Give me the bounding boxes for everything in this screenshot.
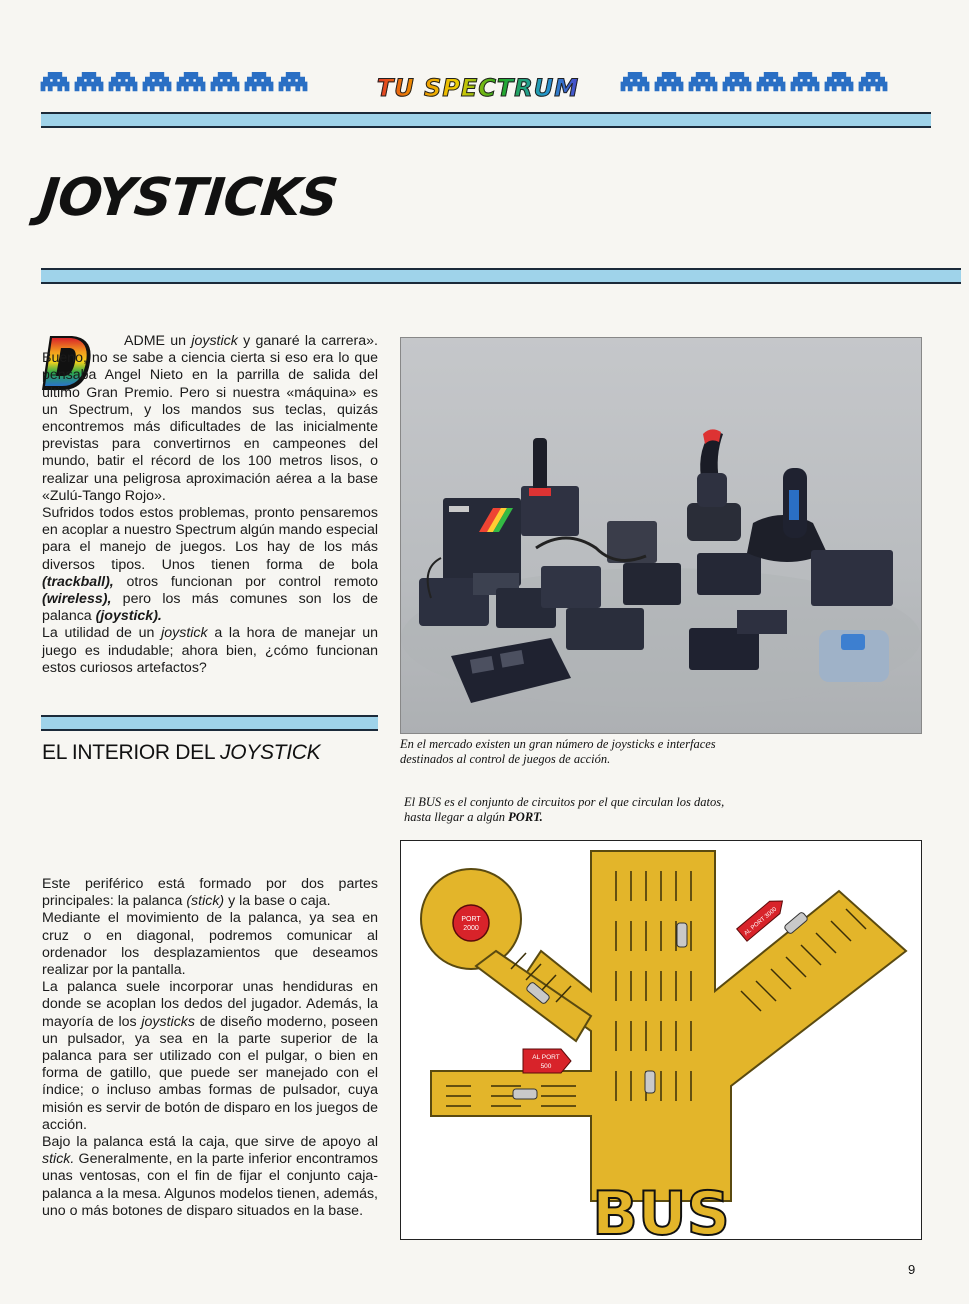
space-invader-icon [722,72,752,96]
text-span: La utilidad de un [42,625,162,642]
joysticks-photo [400,337,922,734]
space-invader-icon [142,72,172,96]
text-span-italic: joystick [191,333,238,349]
space-invader-icon [654,72,684,96]
space-invader-icon [210,72,240,96]
text-span-bold-italic: (joystick). [95,608,162,625]
section-rule [41,715,378,731]
bus-caption [404,795,740,825]
text-span: Este periférico está formado por dos partes principales: la palanca [42,876,378,910]
header-invaders-right [620,72,888,96]
bus-diagram-drawing [401,841,921,1239]
space-invader-icon [756,72,786,96]
bus-label: BUS [592,1179,730,1239]
text-span: El BUS es el conjunto de circuitos por el que circulan los datos, hasta llegar a algún [404,795,725,824]
body-paragraph-2: Mediante el movimiento de la palanca, ya sea en cruz o en diagonal, podremos comunicar al ordenador los desplazamientos que deseamos realizar por la pantalla. [42,910,378,979]
show-through-text [403,162,943,179]
sign-port-500-label: AL PORT [532,1054,560,1061]
section-heading [42,741,320,765]
header-title: TU SPECTRUM [367,74,589,102]
space-invader-icon [824,72,854,96]
intro-paragraph-2 [42,505,378,625]
space-invader-icon [858,72,888,96]
text-span-bold: PORT. [508,810,543,824]
space-invader-icon [688,72,718,96]
text-span: de diseño moderno, poseen un pulsador, ya sea en la parte superior de la palanca para ser utilizado con el pulgar, o bien en forma de gatillo, que puede ser manejado con el índice; o incluso ambas formas de pulsador, cuya misión es servir de botón de disparo en los juegos de acción. [42,1013,378,1133]
intro-paragraph-1 [42,333,378,505]
text-span: Sufridos todos estos problemas, pronto pensaremos en acoplar a nuestro Spectrum algún mando especial para el manejo de juegos. Los hay de los más diversos tipos. Unos tienen forma de bola [42,505,378,573]
body-paragraph-4 [42,1134,378,1220]
bus-diagram [400,840,922,1240]
page-number: 9 [908,1262,916,1277]
text-span: otros funcionan por control remoto [113,573,378,590]
text-span-italic: joystick [161,625,208,642]
section-heading-text: EL INTERIOR DEL [42,741,221,764]
space-invader-icon [620,72,650,96]
space-invader-icon [278,72,308,96]
intro-paragraph-3 [42,625,378,677]
space-invader-icon [244,72,274,96]
port-2000-value: 2000 [463,925,479,932]
sign-port-3000-text: AL PORT 3000 [743,906,779,938]
space-invader-icon [108,72,138,96]
body-paragraph-1 [42,876,378,910]
text-span: pero los más comunes son los de palanca [42,591,378,625]
text-span: a la hora de manejar un juego es indudable; ahora bien, ¿cómo funcionan estos curiosos artefactos? [42,625,378,676]
body-paragraph-3 [42,979,378,1134]
photo-caption: En el mercado existen un gran número de joysticks e interfaces destinados al control de juegos de acción. [400,737,716,766]
text-span-italic: (stick) [186,893,225,910]
text-span-bold-italic: (wireless), [42,591,112,608]
text-span: Bajo la palanca está la caja, que sirve de apoyo al [42,1134,378,1151]
header-invaders-left [40,72,308,96]
intro-text [42,333,378,677]
title-rule [41,268,961,284]
text-span: y ganaré la carrera». Bueno, no se sabe a ciencia cierta si eso era lo que pensaba Angel Nieto en la parrilla de salida del último Gran Premio. Pero si nuestra «máquina» es un Spectrum, y los mandos sus teclas, quizás encontremos más dificultades de las inicialmente previstas para convertirnos en campeones del mundo, batir el récord de los 100 metros lisos, o realizar una peligrosa aproximación aérea a la base «Zulú-Tango Rojo». [42,333,378,504]
text-span-italic: stick. [42,1151,75,1168]
joysticks-photo-drawing [401,338,921,733]
sign-port-500 [523,1049,571,1073]
sign-port-500-value: 500 [540,1063,552,1070]
text-span: La palanca suele incorporar unas hendiduras en donde se acoplan los dedos del jugador. Además, la mayoría de los [42,979,378,1030]
sign-port-3000 [737,895,788,941]
text-span: y la base o caja. [224,893,331,910]
svg-text:D: D [40,332,41,333]
text-span: Generalmente, en la parte inferior encontramos unas ventosas, con el fin de fijar el conjunto caja-palanca a la mesa. Algunos modelos tienen, además, uno o más botones de disparo situados en la base. [42,1151,378,1219]
space-invader-icon [40,72,70,96]
port-2000-marker [453,905,489,941]
section-heading-italic: JOYSTICK [220,741,321,764]
port-2000-label: PORT [461,916,481,923]
article-title: JOYSTICKS [36,168,340,228]
header-rule [41,112,931,128]
space-invader-icon [790,72,820,96]
space-invader-icon [176,72,206,96]
text-span-italic: joysticks [141,1013,195,1030]
text-span-bold-italic: (trackball), [42,573,114,590]
space-invader-icon [74,72,104,96]
text-span: ADME un [124,333,192,349]
body-text [42,876,378,1220]
